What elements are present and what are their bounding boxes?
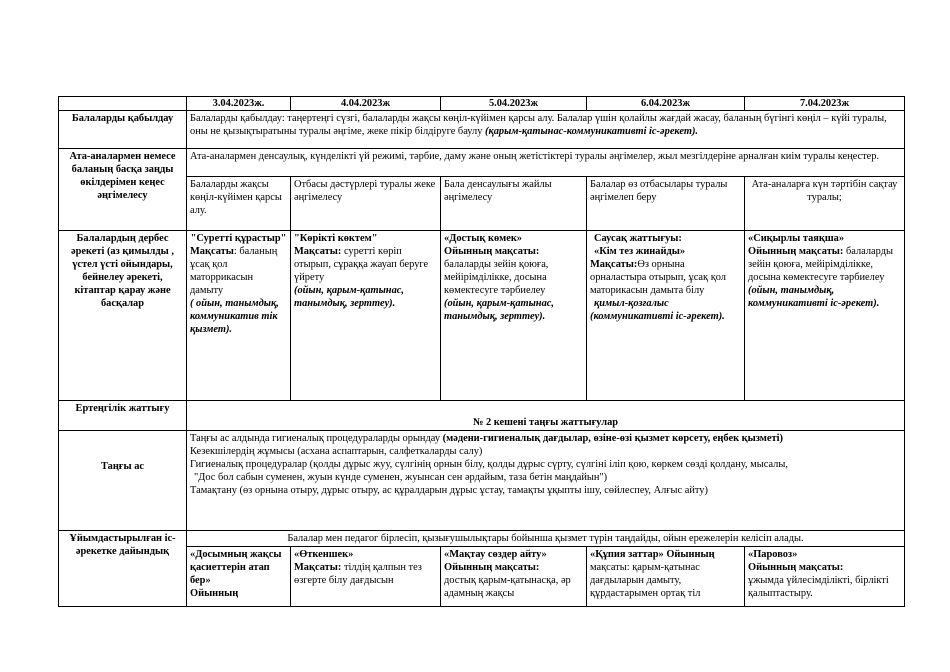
goal-text-5: балаларды зейін қоюға, мейірімділікке, досына көмектесуге тәрбиелеу — [748, 246, 893, 283]
parents-head: Ата-аналармен немесе баланың басқа заңды өкілдерімен кеңес әңгімелесу — [59, 149, 187, 231]
reception-text: Балаларды қабылдау: таңертеңгі сүзгі, балаларды жақсы көңіл-күйімен қарсы алу. Балалар үшін қолайлы жағдай жасау, баланың бүгінгі көңіл – күйі туралы, оны не қызықтыратыны туралы әңгіме, жеке пікір білдіруге баулу — [190, 113, 887, 137]
org-goal-4: мақсаты: қарым-қатынас дағдыларын дамыту, құрдастарымен ортақ тіл — [590, 562, 701, 599]
goal-label-5: Ойынның мақсаты: — [748, 246, 844, 257]
game-title-4: Саусақ жаттығуы: — [594, 233, 682, 244]
org-goal-2: тілдің қалпын тез өзгерте білу дағдысын — [294, 562, 422, 586]
breakfast-row — [59, 431, 905, 531]
organized-general: Балалар мен педагог бірлесіп, қызығушылықтары бойынша қызмет түрін таңдайды, ойын ережелерін келісіп алады. — [187, 531, 905, 547]
breakfast-head: Таңғы ас — [59, 431, 187, 531]
breakfast-line-1-note: (мәдени-гигиеналық дағдылар, өзіне-өзі қызмет көрсету, еңбек қызметі) — [442, 433, 783, 444]
organized-day-4 — [587, 547, 745, 607]
org-title-4: «Құпия заттар» — [590, 549, 664, 560]
goal-label-4: Мақсаты: — [590, 259, 638, 270]
parents-general: Ата-аналармен денсаулық, күнделікті үй режимі, тәрбие, даму және оның жетістіктері туралы әңгімелер, жыл мезгілдеріне арналған киім туралы кеңестер. — [187, 149, 905, 177]
game-title-5: «Сиқырлы таяқша» — [748, 233, 845, 244]
org-title-5: «Паровоз» — [748, 549, 798, 560]
game-subtitle-4: «Кім тез жинайды» — [594, 246, 686, 257]
game-title-1: "Суретті құрастыр" — [190, 233, 287, 244]
org-goal-label-2: Мақсаты: — [294, 562, 342, 573]
date-header-3: 5.04.2023ж — [441, 97, 587, 111]
goal-text-4: Өз орнына орналастыра отырып, ұсақ қол маторикасын дамыта білу — [590, 259, 726, 296]
activity-note-3: (ойын, қарым-қатынас, танымдық, зерттеу). — [444, 298, 554, 322]
independent-head: Балалардың дербес әрекеті (аз қимылды , үстел үсті ойындары, бейнелеу әрекеті, кітаптар қарау және басқалар — [59, 231, 187, 401]
org-goal-5: ұжымда үйлесімділікті, бірлікті қалыптастыру. — [748, 575, 889, 599]
reception-note: (қарым-қатынас-коммуникативті іс-әрекет). — [485, 126, 698, 137]
date-header-row — [59, 97, 905, 111]
parents-day-3: Бала денсаулығы жайлы әңгімелесу — [441, 177, 587, 231]
org-goal-label-1: Ойынның — [190, 588, 239, 599]
date-header-1: 3.04.2023ж. — [187, 97, 291, 111]
org-goal-3: достық қарым-қатынасқа, әр адамның жақсы — [444, 575, 571, 599]
organized-day-3 — [441, 547, 587, 607]
parents-day-5: Ата-аналарға күн тәртібін сақтау туралы; — [745, 177, 905, 231]
org-title-1: «Досымның жақсы қасиеттерін атап бер» — [190, 549, 282, 586]
independent-day-2 — [291, 231, 441, 401]
parents-row — [59, 149, 905, 177]
goal-label-2: Мақсаты: — [294, 246, 342, 257]
activity-note-1: ( ойын, танымдық, коммуникатив тік қызмет). — [190, 298, 279, 335]
organized-head: Ұйымдастырылған іс-әрекетке дайындық — [59, 531, 187, 607]
reception-row — [59, 111, 905, 149]
activity-note-4: (коммуникативті іс-әрекет). — [590, 311, 725, 322]
reception-head: Балаларды қабылдау — [59, 111, 187, 149]
org-title-3: «Мақтау сөздер айту» — [444, 549, 547, 560]
goal-text-3: балаларды зейін қоюға, мейірімділікке, досына көмектесуге тәрбиелеу — [444, 259, 549, 296]
org-title-2: «Өткеншек» — [294, 549, 354, 560]
breakfast-line-1: Таңғы ас алдында гигиеналық процедураларды орындау — [190, 433, 441, 444]
goal-label-3: Ойынның мақсаты: — [444, 246, 540, 257]
breakfast-line-5: Тамақтану (өз орнына отыру, дұрыс отыру, ас құралдарын дұрыс ұстау, тамақты ұқыпты ішу, сөйлеспеу, Алғыс айту) — [190, 485, 708, 496]
org-goal-label-4: Ойынның — [666, 549, 715, 560]
organized-row — [59, 531, 905, 547]
independent-row — [59, 231, 905, 401]
organized-day-5 — [745, 547, 905, 607]
organized-day-1 — [187, 547, 291, 607]
breakfast-text-cell — [187, 431, 905, 531]
exercise-row — [59, 401, 905, 431]
independent-day-4 — [587, 231, 745, 401]
date-header-4: 6.04.2023ж — [587, 97, 745, 111]
org-goal-label-3: Ойынның мақсаты: — [444, 562, 540, 573]
parents-day-4: Балалар өз отбасылары туралы әңгімелеп беру — [587, 177, 745, 231]
game-title-3: «Достық көмек» — [444, 233, 523, 244]
corner-cell — [59, 97, 187, 111]
activity-type-4: қимыл-қозғалыс — [594, 298, 669, 309]
weekly-plan-table — [58, 96, 905, 607]
date-header-5: 7.04.2023ж — [745, 97, 905, 111]
org-goal-label-5: Ойынның мақсаты: — [748, 562, 844, 573]
goal-text-1: : баланың ұсақ қол маторрикасын дамыту — [190, 246, 278, 296]
parents-day-1: Балаларды жақсы көңіл-күйімен қарсы алу. — [187, 177, 291, 231]
parents-day-2: Отбасы дәстүрлері туралы жеке әңгімелесу — [291, 177, 441, 231]
goal-label-1: Мақсаты — [190, 246, 234, 257]
independent-day-1 — [187, 231, 291, 401]
activity-note-2: (ойын, қарым-қатынас, танымдық, зерттеу). — [294, 285, 404, 309]
game-title-2: "Көрікті көктем" — [294, 233, 378, 244]
goal-text-2: суретті көріп отырып, сұраққа жауап беруге үйрету — [294, 246, 429, 283]
date-header-2: 4.04.2023ж — [291, 97, 441, 111]
organized-day-2 — [291, 547, 441, 607]
activity-note-5: (ойын, танымдық, коммуникативті іс-әрекет). — [748, 285, 880, 309]
breakfast-line-4: "Дос бол сабын суменен, жуын күнде суменен, жуынсан сен әрдайым, таза бетін маңдайын") — [194, 472, 608, 483]
independent-day-5 — [745, 231, 905, 401]
independent-day-3 — [441, 231, 587, 401]
breakfast-line-3: Гигиеналық процедуралар (қолды дұрыс жуу, сүлгінің орнын білу, қолды дұрыс сүрту, сүлгіні іліп қою, көркем сөзді қолдану, мысалы, — [190, 459, 788, 470]
breakfast-line-1-wrap — [190, 432, 901, 445]
reception-text-cell — [187, 111, 905, 149]
exercise-head: Ертеңгілік жаттығу — [59, 401, 187, 431]
breakfast-line-2: Кезекшілердің жұмысы (асхана аспаптарын, салфеткаларды салу) — [190, 446, 483, 457]
exercise-text: № 2 кешені таңғы жаттығулар — [187, 401, 905, 431]
